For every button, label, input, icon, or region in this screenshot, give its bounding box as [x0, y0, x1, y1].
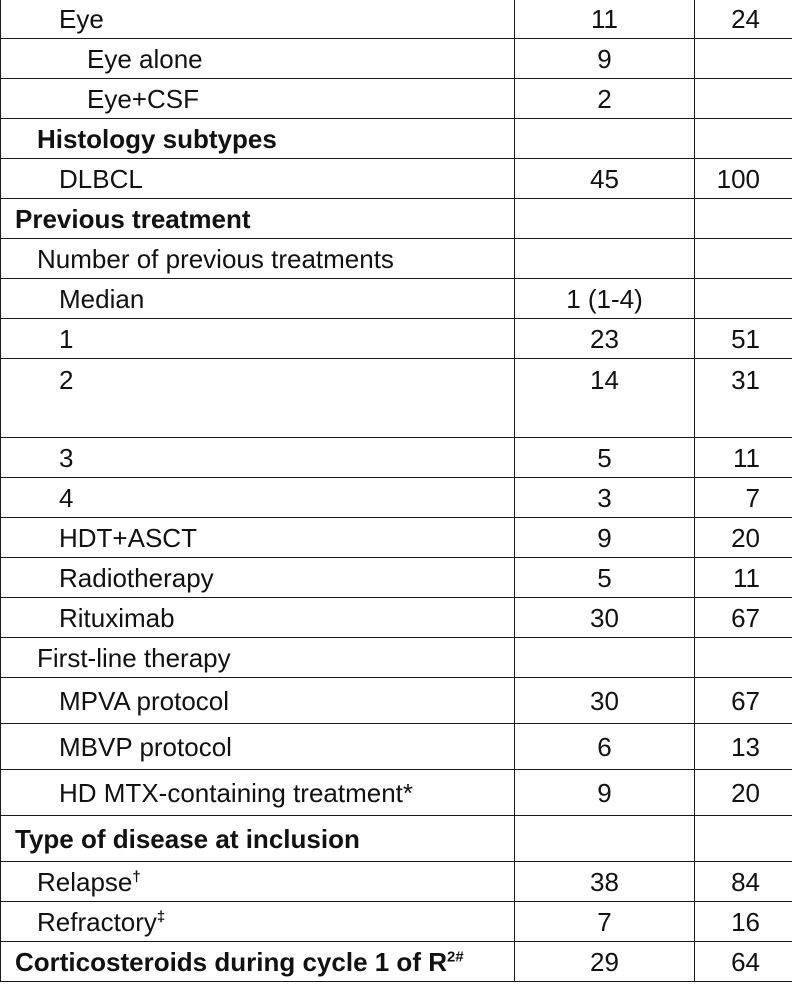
percent-cell: 16 — [695, 902, 792, 942]
table-row — [1, 770, 792, 816]
count-cell: 38 — [515, 862, 695, 902]
count-cell: 9 — [515, 39, 695, 79]
section-row — [1, 199, 792, 239]
count-cell: 45 — [515, 159, 695, 199]
percent-cell: 84 — [695, 862, 792, 902]
count-cell: 1 (1-4) — [515, 279, 695, 319]
subsection-row — [1, 638, 792, 678]
empty-cell — [515, 638, 695, 678]
row-label: HDT+ASCT — [1, 518, 515, 558]
row-label: Median — [1, 279, 515, 319]
row-label: Eye+CSF — [1, 79, 515, 119]
table-row — [1, 39, 792, 79]
row-label: 4 — [1, 478, 515, 518]
percent-cell: 67 — [695, 678, 792, 724]
subsection-heading: Number of previous treatments — [1, 239, 515, 279]
table-row — [1, 558, 792, 598]
percent-cell: 11 — [695, 438, 792, 478]
count-cell: 23 — [515, 319, 695, 359]
count-cell: 30 — [515, 598, 695, 638]
table-row — [1, 79, 792, 119]
count-cell: 9 — [515, 518, 695, 558]
row-label: MBVP protocol — [1, 724, 515, 770]
empty-cell — [695, 199, 792, 239]
section-heading: Previous treatment — [1, 199, 515, 239]
table-row — [1, 598, 792, 638]
row-label: DLBCL — [1, 159, 515, 199]
count-cell: 30 — [515, 678, 695, 724]
count-cell: 5 — [515, 438, 695, 478]
empty-cell — [515, 816, 695, 862]
percent-cell: 51 — [695, 319, 792, 359]
section-heading: Type of disease at inclusion — [1, 816, 515, 862]
percent-cell: 20 — [695, 518, 792, 558]
table-row — [1, 359, 792, 438]
count-cell: 11 — [515, 0, 695, 39]
row-label: MPVA protocol — [1, 678, 515, 724]
count-cell: 6 — [515, 724, 695, 770]
table-row — [1, 159, 792, 199]
empty-cell — [695, 119, 792, 159]
row-label: 1 — [1, 319, 515, 359]
subsection-heading: First-line therapy — [1, 638, 515, 678]
table-row — [1, 902, 792, 942]
percent-cell: 67 — [695, 598, 792, 638]
count-cell: 2 — [515, 79, 695, 119]
empty-cell — [695, 816, 792, 862]
percent-cell: 11 — [695, 558, 792, 598]
subsection-row — [1, 239, 792, 279]
count-cell: 3 — [515, 478, 695, 518]
table-row — [1, 942, 792, 982]
table-row — [1, 319, 792, 359]
empty-cell — [515, 199, 695, 239]
percent-cell: 100 — [695, 159, 792, 199]
footnote-dagger: † — [132, 867, 141, 885]
count-cell: 7 — [515, 902, 695, 942]
row-label: 2 — [1, 359, 515, 438]
table-row — [1, 862, 792, 902]
row-label: 3 — [1, 438, 515, 478]
row-label — [1, 902, 515, 942]
table-row — [1, 478, 792, 518]
row-label: Rituximab — [1, 598, 515, 638]
count-cell: 29 — [515, 942, 695, 982]
row-label-text: Relapse — [37, 866, 133, 897]
percent-cell: 24 — [695, 0, 792, 39]
table-row — [1, 678, 792, 724]
empty-cell — [695, 638, 792, 678]
percent-cell: 64 — [695, 942, 792, 982]
count-cell: 9 — [515, 770, 695, 816]
percent-cell: 7 — [695, 478, 792, 518]
percent-cell: 13 — [695, 724, 792, 770]
percent-cell: 31 — [695, 359, 792, 438]
row-label: Radiotherapy — [1, 558, 515, 598]
superscript-mark: 2# — [446, 947, 464, 965]
table-row — [1, 438, 792, 478]
table-row — [1, 518, 792, 558]
row-label-text: Corticosteroids during cycle 1 of R — [15, 946, 447, 977]
count-cell: 5 — [515, 558, 695, 598]
table-row — [1, 279, 792, 319]
row-label — [1, 942, 515, 982]
row-label: Eye alone — [1, 39, 515, 79]
section-row — [1, 816, 792, 862]
section-heading: Histology subtypes — [1, 119, 515, 159]
row-label: HD MTX-containing treatment* — [1, 770, 515, 816]
row-label-text: Refractory — [37, 906, 157, 937]
percent-cell — [695, 39, 792, 79]
empty-cell — [515, 239, 695, 279]
empty-cell — [515, 119, 695, 159]
percent-cell: 20 — [695, 770, 792, 816]
table-row — [1, 0, 792, 39]
section-row — [1, 119, 792, 159]
percent-cell — [695, 79, 792, 119]
table-row — [1, 724, 792, 770]
empty-cell — [695, 239, 792, 279]
row-label — [1, 862, 515, 902]
row-label: Eye — [1, 0, 515, 39]
footnote-double-dagger: ‡ — [156, 907, 166, 925]
count-cell: 14 — [515, 359, 695, 438]
percent-cell — [695, 279, 792, 319]
